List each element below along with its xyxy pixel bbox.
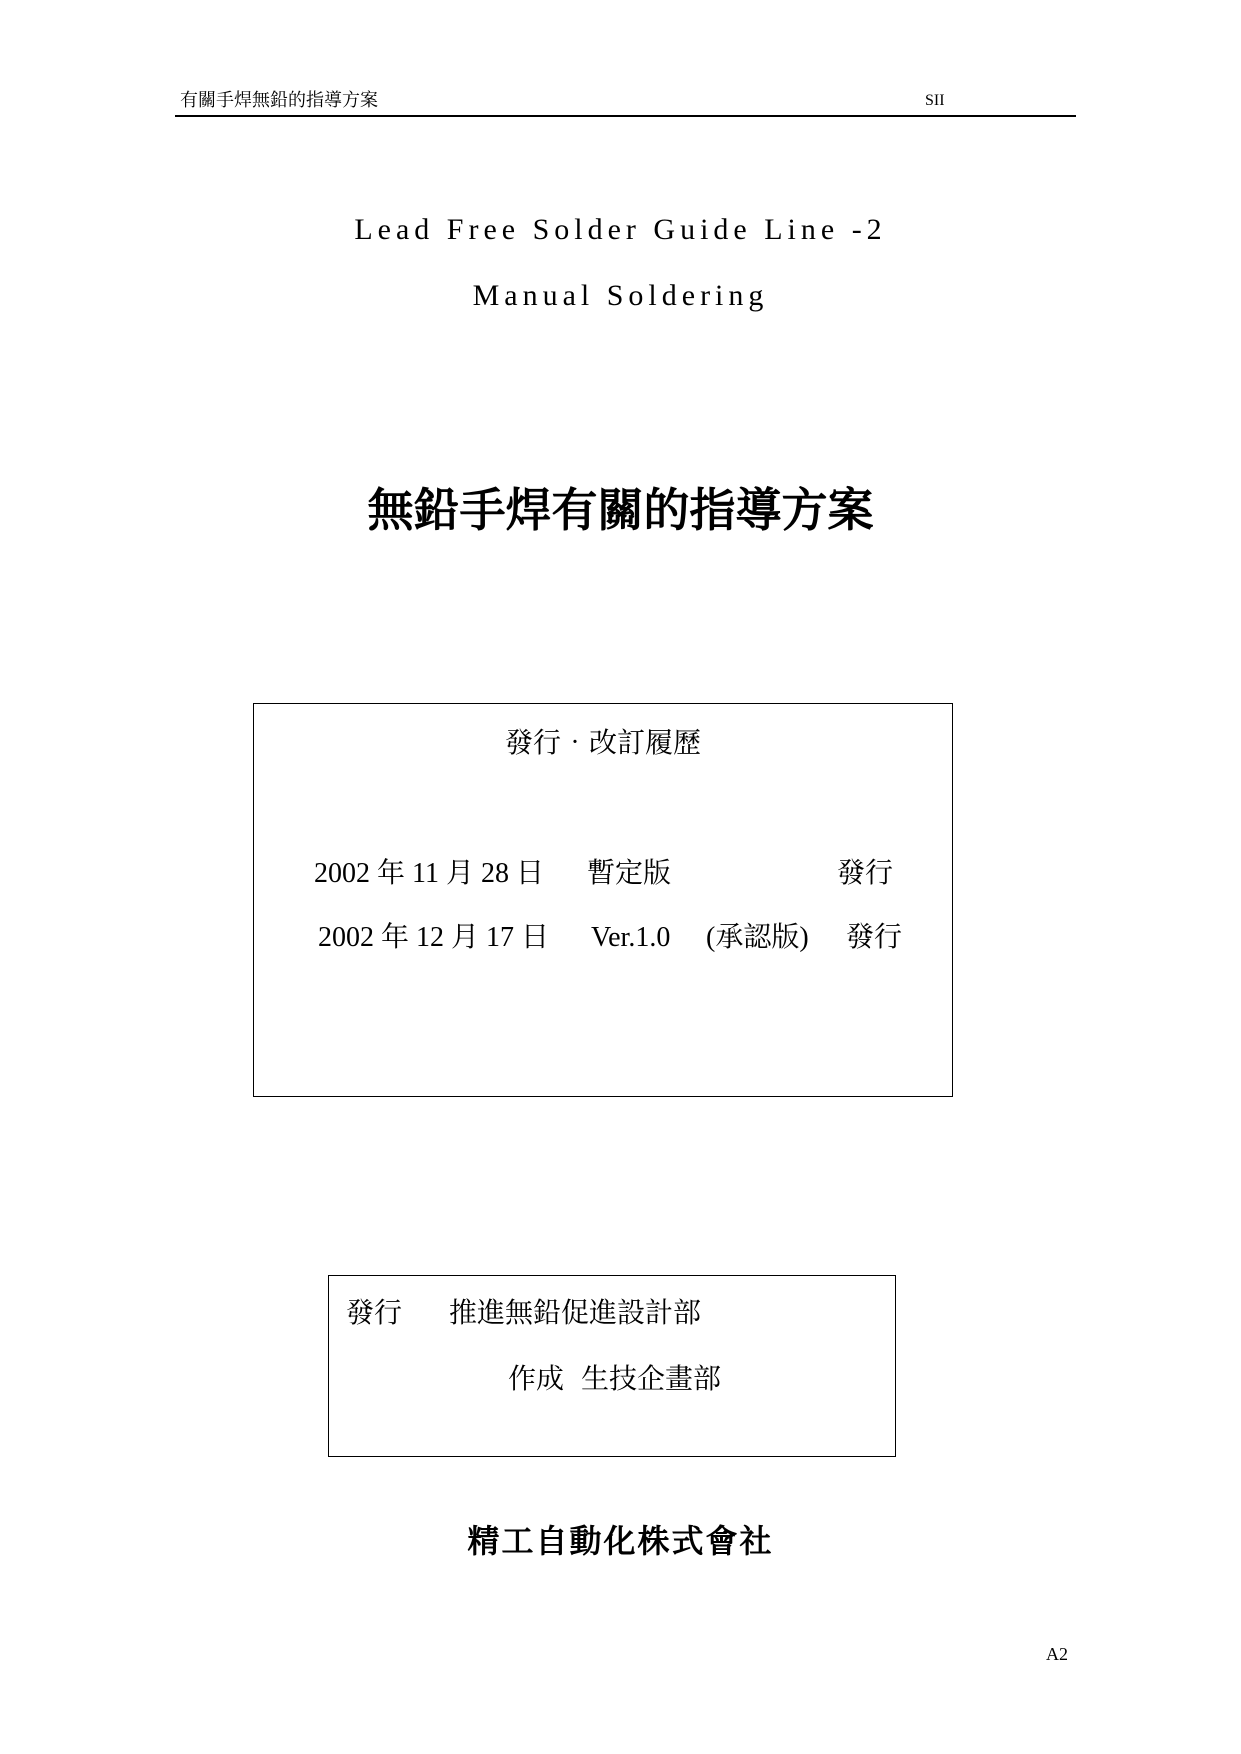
company-name: 精工自動化株式會社 — [467, 1522, 774, 1560]
revision-date: 2002 年 12 月 17 日 — [318, 922, 550, 953]
header-divider — [175, 115, 1076, 117]
chinese-title: 無鉛手焊有關的指導方案 — [367, 483, 874, 537]
author-department: 生技企畫部 — [581, 1364, 722, 1395]
issuer-box — [328, 1275, 896, 1457]
english-subtitle: Manual Soldering — [472, 279, 769, 312]
revision-action: 發行 — [837, 858, 894, 889]
author-label: 作成 — [508, 1364, 565, 1395]
page-number: A2 — [1046, 1644, 1068, 1664]
english-title: Lead Free Solder Guide Line -2 — [354, 213, 887, 246]
revision-date: 2002 年 11 月 28 日 — [314, 858, 544, 889]
issue-label: 發行 — [346, 1298, 403, 1329]
revision-history-title: 發行‧改訂履歷 — [504, 728, 701, 759]
revision-version: 暫定版 — [587, 858, 672, 889]
issue-department: 推進無鉛促進設計部 — [449, 1298, 702, 1329]
revision-status: (承認版) — [706, 922, 809, 953]
revision-history-box — [253, 703, 953, 1097]
header-company-code: SII — [925, 92, 945, 109]
revision-version: Ver.1.0 — [591, 922, 671, 953]
header-document-title: 有關手焊無鉛的指導方案 — [180, 90, 378, 110]
revision-action: 發行 — [846, 922, 903, 953]
